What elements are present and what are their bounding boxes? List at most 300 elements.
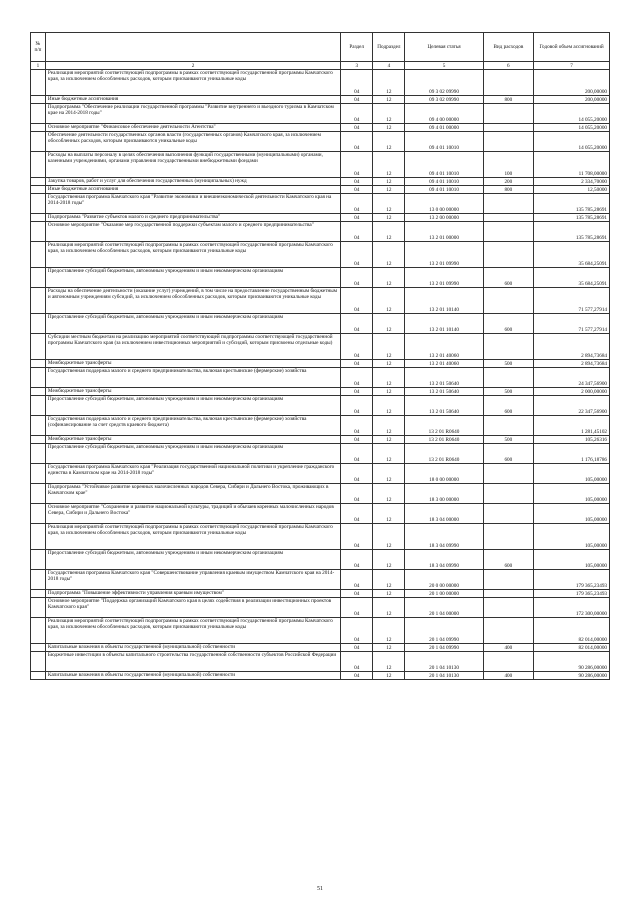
section-cell: 04 bbox=[341, 644, 373, 652]
expense-type-cell: 800 bbox=[483, 96, 534, 104]
header-section: Раздел bbox=[341, 33, 373, 62]
table-row bbox=[31, 152, 610, 178]
row-name-cell: Государственная поддержка малого и среднего предпринимательства, включая крестьянские (фермерские) хозяйства bbox=[45, 368, 340, 388]
target-cell: 13 0 00 00000 bbox=[405, 194, 483, 214]
target-cell: 20 1 04 00000 bbox=[405, 598, 483, 618]
row-name-cell: Основное мероприятие "Сохранение и развитие национальной культуры, традиций и обычаев коренных малочисленных народов Севера, Сибири и Дальнего Востока" bbox=[45, 504, 340, 524]
table-row bbox=[31, 444, 610, 464]
amount-cell: 71 577,27914 bbox=[534, 288, 610, 314]
amount-cell: 200,00000 bbox=[534, 96, 610, 104]
amount-cell: 90 286,00000 bbox=[534, 652, 610, 672]
expense-type-cell: 600 bbox=[483, 396, 534, 416]
row-name-cell: Предоставление субсидий бюджетным, автономным учреждениям и иным некоммерческим организациям bbox=[45, 396, 340, 416]
table-row bbox=[31, 242, 610, 268]
num-cell bbox=[31, 416, 46, 436]
table-row bbox=[31, 570, 610, 590]
table-row bbox=[31, 524, 610, 550]
expense-type-cell bbox=[483, 104, 534, 124]
amount-cell: 135 785,28691 bbox=[534, 214, 610, 222]
subsection-cell: 12 bbox=[373, 484, 405, 504]
num-cell bbox=[31, 70, 46, 96]
section-cell: 04 bbox=[341, 178, 373, 186]
target-cell: 09 4 01 10010 bbox=[405, 132, 483, 152]
expense-type-cell bbox=[483, 288, 534, 314]
amount-cell: 2 894,73684 bbox=[534, 360, 610, 368]
subsection-cell: 12 bbox=[373, 598, 405, 618]
table-row bbox=[31, 672, 610, 680]
row-name-cell: Межбюджетные трансферты bbox=[45, 388, 340, 396]
table-body bbox=[31, 70, 610, 680]
table-row bbox=[31, 368, 610, 388]
expense-type-cell bbox=[483, 504, 534, 524]
subsection-cell: 12 bbox=[373, 288, 405, 314]
row-name-cell: Основное мероприятие "Поддержка организаций Камчатского края в целях содействия в реализации инвестиционных проектов Камчатского края" bbox=[45, 598, 340, 618]
section-cell: 04 bbox=[341, 416, 373, 436]
row-name-cell: Предоставление субсидий бюджетным, автономным учреждениям и иным некоммерческим организациям bbox=[45, 444, 340, 464]
subsection-cell: 12 bbox=[373, 590, 405, 598]
target-cell: 09 4 01 10010 bbox=[405, 178, 483, 186]
subsection-cell: 12 bbox=[373, 214, 405, 222]
num-cell bbox=[31, 222, 46, 242]
num-cell bbox=[31, 444, 46, 464]
num-cell bbox=[31, 242, 46, 268]
target-cell: 20 1 04 10130 bbox=[405, 652, 483, 672]
subsection-cell: 12 bbox=[373, 194, 405, 214]
table-row bbox=[31, 590, 610, 598]
index-cell: 7 bbox=[534, 62, 610, 70]
target-cell: 09 4 01 00000 bbox=[405, 124, 483, 132]
table-row bbox=[31, 96, 610, 104]
row-name-cell: Реализация мероприятий соответствующей подпрограммы в рамках соответствующей государственной программы Камчатского края, за исключением обособленных расходов, которым присваиваются уникальные коды bbox=[45, 242, 340, 268]
expense-type-cell bbox=[483, 570, 534, 590]
amount-cell: 1 281,45102 bbox=[534, 416, 610, 436]
subsection-cell: 12 bbox=[373, 672, 405, 680]
target-cell: 13 2 01 10140 bbox=[405, 314, 483, 334]
amount-cell: 90 286,00000 bbox=[534, 672, 610, 680]
section-cell: 04 bbox=[341, 124, 373, 132]
index-cell: 2 bbox=[45, 62, 340, 70]
table-row bbox=[31, 288, 610, 314]
row-name-cell: Иные бюджетные ассигнования bbox=[45, 96, 340, 104]
row-name-cell: Государственная программа Камчатского края "Совершенствование управления краевым имуществом Камчатского края на 2014-2018 годы" bbox=[45, 570, 340, 590]
amount-cell: 200,00000 bbox=[534, 70, 610, 96]
amount-cell: 35 684,25091 bbox=[534, 242, 610, 268]
row-name-cell: Реализация мероприятий соответствующей подпрограммы в рамках соответствующей государственной программы Камчатского края, за исключением обособленных расходов, которым присваиваются уникальные коды bbox=[45, 618, 340, 644]
section-cell: 04 bbox=[341, 618, 373, 644]
target-cell: 09 4 01 10010 bbox=[405, 152, 483, 178]
subsection-cell: 12 bbox=[373, 368, 405, 388]
amount-cell: 14 055,20000 bbox=[534, 104, 610, 124]
expense-type-cell bbox=[483, 194, 534, 214]
row-name-cell: Расходы на выплаты персоналу в целях обеспечения выполнения функций государственными (муниципальными) органами, казенными учреждениями, органами управления государственными внебюджетными фондами bbox=[45, 152, 340, 178]
num-cell bbox=[31, 214, 46, 222]
table-row bbox=[31, 644, 610, 652]
num-cell bbox=[31, 652, 46, 672]
table-row bbox=[31, 396, 610, 416]
subsection-cell: 12 bbox=[373, 524, 405, 550]
row-name-cell: Иные бюджетные ассигнования bbox=[45, 186, 340, 194]
subsection-cell: 12 bbox=[373, 550, 405, 570]
section-cell: 04 bbox=[341, 550, 373, 570]
amount-cell: 105,26316 bbox=[534, 436, 610, 444]
subsection-cell: 12 bbox=[373, 618, 405, 644]
expense-type-cell bbox=[483, 214, 534, 222]
expense-type-cell bbox=[483, 484, 534, 504]
target-cell: 13 2 01 R0640 bbox=[405, 436, 483, 444]
num-cell bbox=[31, 314, 46, 334]
amount-cell: 14 055,20000 bbox=[534, 124, 610, 132]
expense-type-cell: 500 bbox=[483, 436, 534, 444]
budget-table-sheet bbox=[30, 32, 610, 680]
section-cell: 04 bbox=[341, 242, 373, 268]
amount-cell: 105,00000 bbox=[534, 464, 610, 484]
expense-type-cell bbox=[483, 416, 534, 436]
target-cell: 13 2 00 00000 bbox=[405, 214, 483, 222]
section-cell: 04 bbox=[341, 96, 373, 104]
target-cell: 09 3 02 09990 bbox=[405, 70, 483, 96]
num-cell bbox=[31, 464, 46, 484]
section-cell: 04 bbox=[341, 388, 373, 396]
index-cell: 5 bbox=[405, 62, 483, 70]
table-row bbox=[31, 598, 610, 618]
header-subsection: Подраздел bbox=[373, 33, 405, 62]
row-name-cell: Государственная программа Камчатского края "Реализация государственной национальной политики и укрепление гражданского единства в Камчатском крае на 2014-2018 годы" bbox=[45, 464, 340, 484]
section-cell: 04 bbox=[341, 194, 373, 214]
expense-type-cell bbox=[483, 334, 534, 360]
amount-cell: 105,00000 bbox=[534, 484, 610, 504]
amount-cell: 179 365,23493 bbox=[534, 590, 610, 598]
expense-type-cell: 200 bbox=[483, 178, 534, 186]
header-target: Целевая статья bbox=[405, 33, 483, 62]
amount-cell: 71 577,27914 bbox=[534, 314, 610, 334]
section-cell: 04 bbox=[341, 436, 373, 444]
subsection-cell: 12 bbox=[373, 314, 405, 334]
subsection-cell: 12 bbox=[373, 152, 405, 178]
amount-cell: 12,50000 bbox=[534, 186, 610, 194]
subsection-cell: 12 bbox=[373, 396, 405, 416]
table-row bbox=[31, 268, 610, 288]
table-row bbox=[31, 416, 610, 436]
table-row bbox=[31, 186, 610, 194]
table-row bbox=[31, 388, 610, 396]
amount-cell: 105,00000 bbox=[534, 504, 610, 524]
target-cell: 13 2 01 50640 bbox=[405, 368, 483, 388]
num-cell bbox=[31, 132, 46, 152]
section-cell: 04 bbox=[341, 524, 373, 550]
target-cell: 18 3 04 09990 bbox=[405, 524, 483, 550]
amount-cell: 82 014,00000 bbox=[534, 618, 610, 644]
section-cell: 04 bbox=[341, 598, 373, 618]
expense-type-cell: 600 bbox=[483, 550, 534, 570]
column-index-row bbox=[31, 62, 610, 70]
subsection-cell: 12 bbox=[373, 436, 405, 444]
row-name-cell: Бюджетные инвестиции в объекты капитального строительства государственной собственности субъектов Российской Федерации bbox=[45, 652, 340, 672]
expense-type-cell bbox=[483, 242, 534, 268]
subsection-cell: 12 bbox=[373, 124, 405, 132]
amount-cell: 24 347,56900 bbox=[534, 368, 610, 388]
amount-cell: 1 176,18786 bbox=[534, 444, 610, 464]
header-name bbox=[45, 33, 340, 62]
subsection-cell: 12 bbox=[373, 178, 405, 186]
expense-type-cell bbox=[483, 598, 534, 618]
target-cell: 20 1 00 00000 bbox=[405, 590, 483, 598]
section-cell: 04 bbox=[341, 288, 373, 314]
header-amount: Годовой объем ассигнований bbox=[534, 33, 610, 62]
section-cell: 04 bbox=[341, 214, 373, 222]
subsection-cell: 12 bbox=[373, 652, 405, 672]
table-row bbox=[31, 360, 610, 368]
amount-cell: 135 785,28691 bbox=[534, 194, 610, 214]
section-cell: 04 bbox=[341, 444, 373, 464]
table-row bbox=[31, 504, 610, 524]
header-num: № п/п bbox=[31, 33, 46, 62]
target-cell: 13 2 01 10140 bbox=[405, 288, 483, 314]
index-cell: 6 bbox=[483, 62, 534, 70]
num-cell bbox=[31, 388, 46, 396]
subsection-cell: 12 bbox=[373, 334, 405, 360]
num-cell bbox=[31, 396, 46, 416]
amount-cell: 105,00000 bbox=[534, 524, 610, 550]
table-row bbox=[31, 484, 610, 504]
section-cell: 04 bbox=[341, 314, 373, 334]
subsection-cell: 12 bbox=[373, 360, 405, 368]
row-name-cell: Межбюджетные трансферты bbox=[45, 360, 340, 368]
target-cell: 13 2 01 09990 bbox=[405, 242, 483, 268]
subsection-cell: 12 bbox=[373, 96, 405, 104]
table-row bbox=[31, 214, 610, 222]
section-cell: 04 bbox=[341, 360, 373, 368]
header-row bbox=[31, 33, 610, 62]
subsection-cell: 12 bbox=[373, 444, 405, 464]
target-cell: 09 4 00 00000 bbox=[405, 104, 483, 124]
table-row bbox=[31, 178, 610, 186]
target-cell: 18 3 04 00000 bbox=[405, 504, 483, 524]
target-cell: 13 2 01 00000 bbox=[405, 222, 483, 242]
expense-type-cell bbox=[483, 132, 534, 152]
table-row bbox=[31, 334, 610, 360]
row-name-cell: Предоставление субсидий бюджетным, автономным учреждениям и иным некоммерческим организациям bbox=[45, 268, 340, 288]
num-cell bbox=[31, 104, 46, 124]
expense-type-cell bbox=[483, 124, 534, 132]
amount-cell: 2 334,70000 bbox=[534, 178, 610, 186]
num-cell bbox=[31, 124, 46, 132]
subsection-cell: 12 bbox=[373, 268, 405, 288]
num-cell bbox=[31, 436, 46, 444]
amount-cell: 2 000,00000 bbox=[534, 388, 610, 396]
target-cell: 13 2 01 50640 bbox=[405, 388, 483, 396]
target-cell: 13 2 01 R0640 bbox=[405, 444, 483, 464]
row-name-cell: Основное мероприятие "Финансовое обеспечение деятельности Агентства" bbox=[45, 124, 340, 132]
table-row bbox=[31, 124, 610, 132]
num-cell bbox=[31, 644, 46, 652]
table-row bbox=[31, 70, 610, 96]
amount-cell: 2 894,73684 bbox=[534, 334, 610, 360]
target-cell: 13 2 01 40060 bbox=[405, 360, 483, 368]
expense-type-cell: 600 bbox=[483, 268, 534, 288]
section-cell: 04 bbox=[341, 368, 373, 388]
num-cell bbox=[31, 504, 46, 524]
subsection-cell: 12 bbox=[373, 504, 405, 524]
subsection-cell: 12 bbox=[373, 222, 405, 242]
expense-type-cell: 500 bbox=[483, 388, 534, 396]
row-name-cell: Подпрограмма "Повышение эффективности управления краевым имуществом" bbox=[45, 590, 340, 598]
table-row bbox=[31, 132, 610, 152]
budget-table bbox=[30, 32, 610, 680]
row-name-cell: Обеспечение деятельности государственных органов власти (государственных органов) Камчатского края, за исключением обособленных расходов, которым присваиваются уникальные коды bbox=[45, 132, 340, 152]
num-cell bbox=[31, 360, 46, 368]
section-cell: 04 bbox=[341, 672, 373, 680]
amount-cell: 135 785,28691 bbox=[534, 222, 610, 242]
table-row bbox=[31, 464, 610, 484]
row-name-cell: Межбюджетные трансферты bbox=[45, 436, 340, 444]
expense-type-cell: 500 bbox=[483, 360, 534, 368]
target-cell: 13 2 01 R0640 bbox=[405, 416, 483, 436]
section-cell: 04 bbox=[341, 590, 373, 598]
num-cell bbox=[31, 288, 46, 314]
target-cell: 13 2 01 09990 bbox=[405, 268, 483, 288]
num-cell bbox=[31, 598, 46, 618]
row-name-cell: Капитальные вложения в объекты государственной (муниципальной) собственности bbox=[45, 644, 340, 652]
page-number: 51 bbox=[317, 886, 323, 892]
amount-cell: 14 055,20000 bbox=[534, 132, 610, 152]
table-row bbox=[31, 194, 610, 214]
target-cell: 18 0 00 00000 bbox=[405, 464, 483, 484]
row-name-cell: Основное мероприятие "Оказание мер государственной поддержки субъектам малого и среднего предпринимательства" bbox=[45, 222, 340, 242]
amount-cell: 22 347,56900 bbox=[534, 396, 610, 416]
amount-cell: 179 365,23493 bbox=[534, 570, 610, 590]
subsection-cell: 12 bbox=[373, 186, 405, 194]
subsection-cell: 12 bbox=[373, 644, 405, 652]
row-name-cell: Реализация мероприятий соответствующей подпрограммы в рамках соответствующей государственной программы Камчатского края, за исключением обособленных расходов, которым присваиваются уникальные коды bbox=[45, 524, 340, 550]
expense-type-cell bbox=[483, 590, 534, 598]
index-cell: 1 bbox=[31, 62, 46, 70]
section-cell: 04 bbox=[341, 152, 373, 178]
expense-type-cell: 800 bbox=[483, 186, 534, 194]
num-cell bbox=[31, 570, 46, 590]
table-row bbox=[31, 436, 610, 444]
section-cell: 04 bbox=[341, 104, 373, 124]
target-cell: 20 1 04 09990 bbox=[405, 644, 483, 652]
target-cell: 18 3 04 09990 bbox=[405, 550, 483, 570]
num-cell bbox=[31, 268, 46, 288]
subsection-cell: 12 bbox=[373, 388, 405, 396]
table-row bbox=[31, 550, 610, 570]
row-name-cell: Государственная поддержка малого и среднего предпринимательства, включая крестьянские (фермерские) хозяйства (софинансирование за счет средств краевого бюджета) bbox=[45, 416, 340, 436]
row-name-cell: Подпрограмма "Обеспечение реализации государственной программы "Развитие внутреннего и въездного туризма в Камчатском крае на 2014-2018 годы" bbox=[45, 104, 340, 124]
expense-type-cell: 100 bbox=[483, 152, 534, 178]
num-cell bbox=[31, 334, 46, 360]
expense-type-cell: 400 bbox=[483, 672, 534, 680]
section-cell: 04 bbox=[341, 186, 373, 194]
section-cell: 04 bbox=[341, 504, 373, 524]
expense-type-cell bbox=[483, 222, 534, 242]
subsection-cell: 12 bbox=[373, 104, 405, 124]
table-row bbox=[31, 222, 610, 242]
table-row bbox=[31, 618, 610, 644]
row-name-cell: Субсидии местным бюджетам на реализацию мероприятий соответствующей подпрограммы соответствующей государственной программы Камчатского края (за исключением инвестиционных мероприятий и субсидий, которым присвоены отдельные коды) bbox=[45, 334, 340, 360]
index-cell: 3 bbox=[341, 62, 373, 70]
header-expense-type: Вид расходов bbox=[483, 33, 534, 62]
num-cell bbox=[31, 524, 46, 550]
num-cell bbox=[31, 178, 46, 186]
row-name-cell: Закупка товаров, работ и услуг для обеспечения государственных (муниципальных) нужд bbox=[45, 178, 340, 186]
section-cell: 04 bbox=[341, 652, 373, 672]
subsection-cell: 12 bbox=[373, 570, 405, 590]
section-cell: 04 bbox=[341, 132, 373, 152]
subsection-cell: 12 bbox=[373, 464, 405, 484]
section-cell: 04 bbox=[341, 464, 373, 484]
subsection-cell: 12 bbox=[373, 132, 405, 152]
row-name-cell: Расходы на обеспечение деятельности (оказание услуг) учреждений, в том числе на предоставление государственным бюджетным и автономным учреждениям субсидий, за исключением обособленных расходов, которым присваиваются уникальные коды bbox=[45, 288, 340, 314]
num-cell bbox=[31, 484, 46, 504]
num-cell bbox=[31, 550, 46, 570]
table-row bbox=[31, 104, 610, 124]
section-cell: 04 bbox=[341, 570, 373, 590]
amount-cell: 172 300,00000 bbox=[534, 598, 610, 618]
section-cell: 04 bbox=[341, 268, 373, 288]
target-cell: 18 3 00 00000 bbox=[405, 484, 483, 504]
amount-cell: 82 014,00000 bbox=[534, 644, 610, 652]
target-cell: 09 4 01 10010 bbox=[405, 186, 483, 194]
num-cell bbox=[31, 590, 46, 598]
num-cell bbox=[31, 194, 46, 214]
expense-type-cell bbox=[483, 70, 534, 96]
expense-type-cell: 600 bbox=[483, 314, 534, 334]
subsection-cell: 12 bbox=[373, 242, 405, 268]
section-cell: 04 bbox=[341, 396, 373, 416]
expense-type-cell bbox=[483, 524, 534, 550]
amount-cell: 35 684,25091 bbox=[534, 268, 610, 288]
num-cell bbox=[31, 672, 46, 680]
expense-type-cell bbox=[483, 618, 534, 644]
section-cell: 04 bbox=[341, 484, 373, 504]
expense-type-cell bbox=[483, 652, 534, 672]
target-cell: 20 0 00 00000 bbox=[405, 570, 483, 590]
amount-cell: 105,00000 bbox=[534, 550, 610, 570]
num-cell bbox=[31, 96, 46, 104]
row-name-cell: Подпрограмма "Развитие субъектов малого и среднего предпринимательства" bbox=[45, 214, 340, 222]
expense-type-cell: 600 bbox=[483, 444, 534, 464]
row-name-cell: Реализация мероприятий соответствующей подпрограммы в рамках соответствующей государственной программы Камчатского края, за исключением обособленных расходов, которым присваиваются уникальные коды bbox=[45, 70, 340, 96]
table-row bbox=[31, 314, 610, 334]
section-cell: 04 bbox=[341, 222, 373, 242]
section-cell: 04 bbox=[341, 70, 373, 96]
index-cell: 4 bbox=[373, 62, 405, 70]
num-cell bbox=[31, 368, 46, 388]
section-cell: 04 bbox=[341, 334, 373, 360]
amount-cell: 11 708,00000 bbox=[534, 152, 610, 178]
row-name-cell: Подпрограмма "Устойчивое развитие коренных малочисленных народов Севера, Сибири и Дальнего Востока, проживающих в Камчатском крае" bbox=[45, 484, 340, 504]
num-cell bbox=[31, 152, 46, 178]
row-name-cell: Предоставление субсидий бюджетным, автономным учреждениям и иным некоммерческим организациям bbox=[45, 550, 340, 570]
target-cell: 20 1 04 09990 bbox=[405, 618, 483, 644]
expense-type-cell bbox=[483, 464, 534, 484]
subsection-cell: 12 bbox=[373, 70, 405, 96]
subsection-cell: 12 bbox=[373, 416, 405, 436]
row-name-cell: Капитальные вложения в объекты государственной (муниципальной) собственности bbox=[45, 672, 340, 680]
target-cell: 20 1 04 10130 bbox=[405, 672, 483, 680]
expense-type-cell: 400 bbox=[483, 644, 534, 652]
target-cell: 09 3 02 09990 bbox=[405, 96, 483, 104]
target-cell: 13 2 01 40060 bbox=[405, 334, 483, 360]
num-cell bbox=[31, 186, 46, 194]
row-name-cell: Предоставление субсидий бюджетным, автономным учреждениям и иным некоммерческим организациям bbox=[45, 314, 340, 334]
table-row bbox=[31, 652, 610, 672]
row-name-cell: Государственная программа Камчатского края "Развитие экономики и внешнеэкономической деятельности Камчатского края на 2014-2018 годы" bbox=[45, 194, 340, 214]
num-cell bbox=[31, 618, 46, 644]
expense-type-cell bbox=[483, 368, 534, 388]
target-cell: 13 2 01 50640 bbox=[405, 396, 483, 416]
